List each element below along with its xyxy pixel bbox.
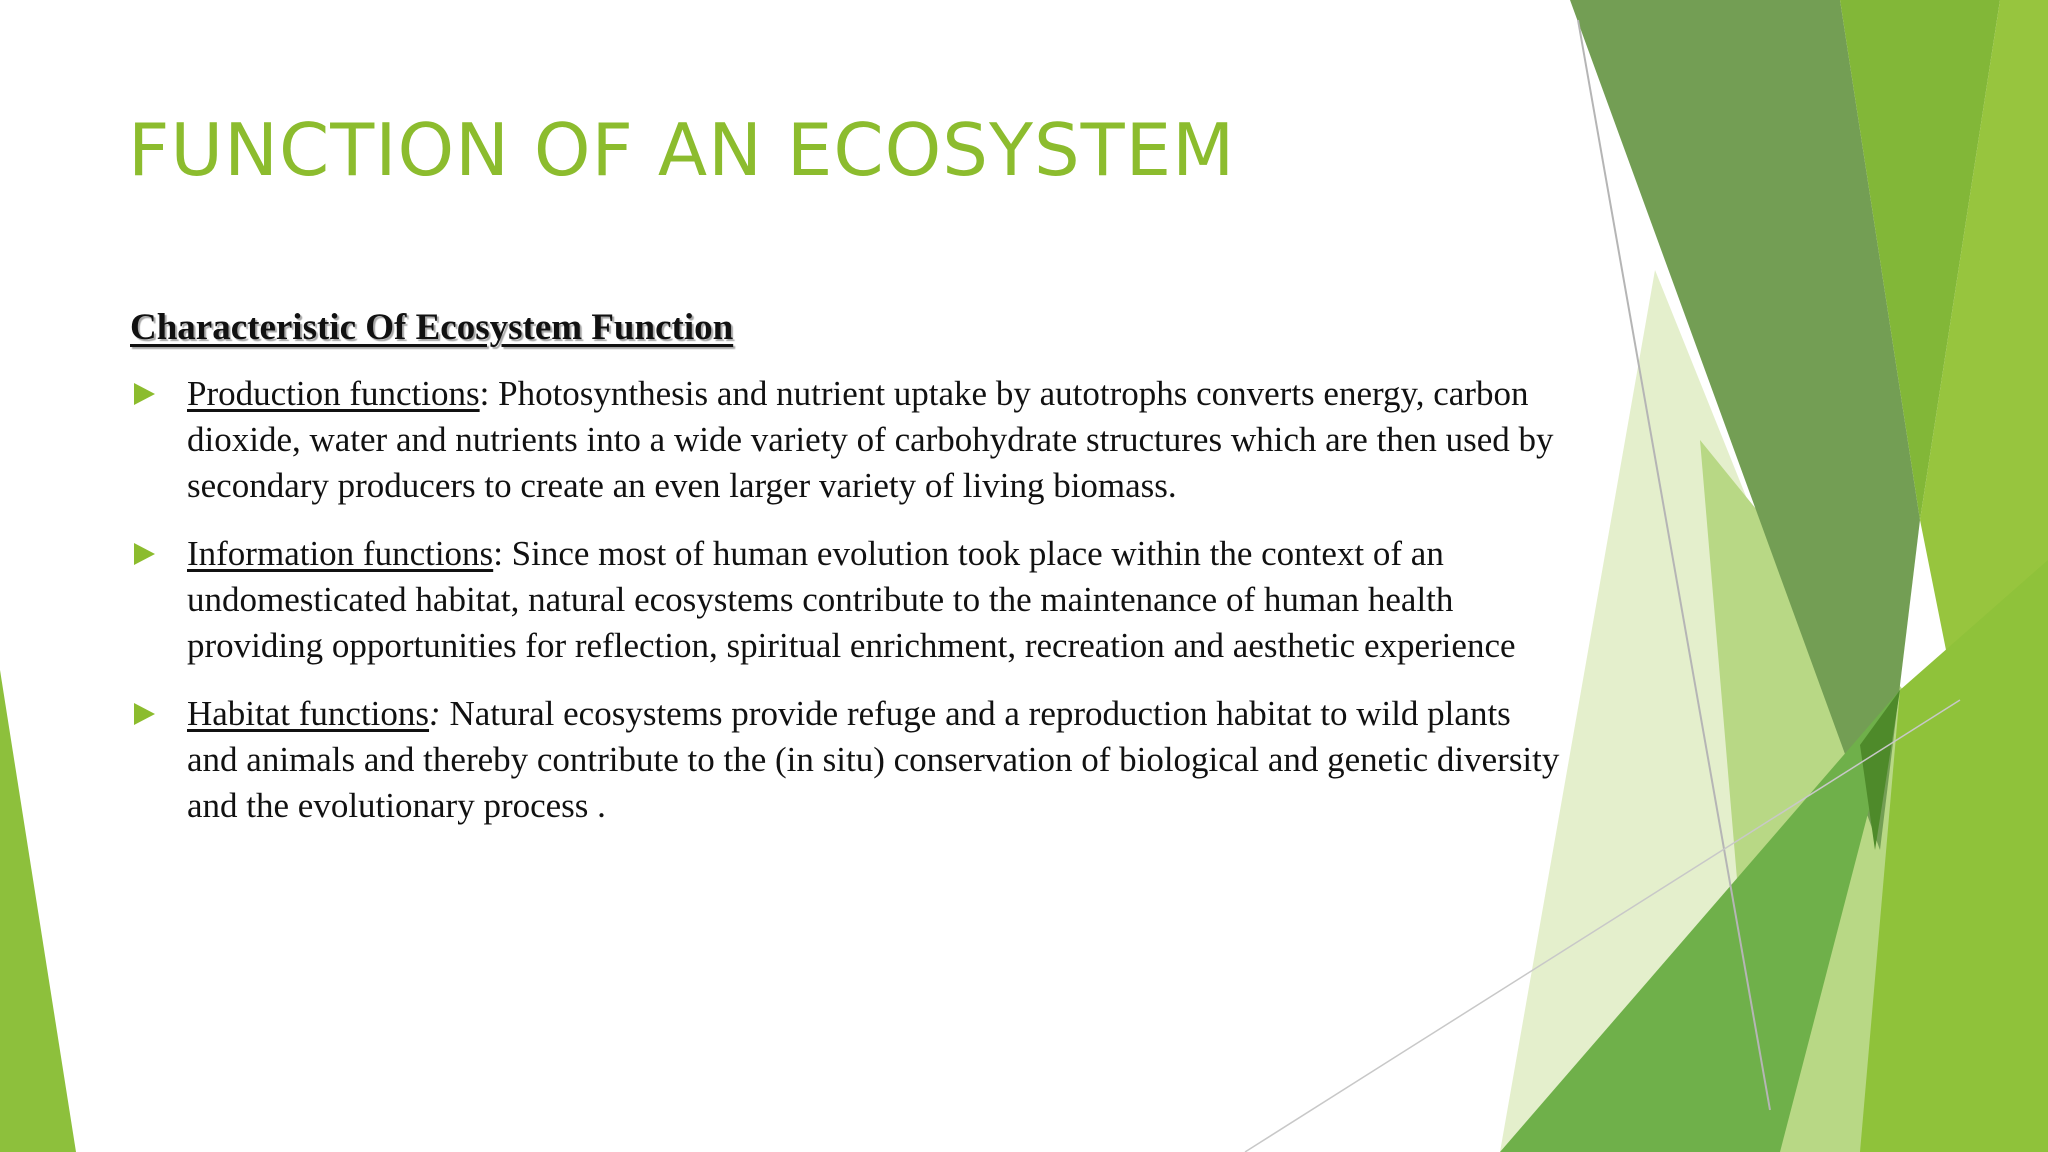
- bullet-information-functions: [130, 531, 1560, 669]
- left-green-shape: [0, 670, 76, 1152]
- bullet-term: Information functions: [187, 534, 494, 573]
- bullet-text: Natural ecosystems provide refuge and a reproduction habitat to wild plants and animals and thereby contribute to the (in situ) conservation of biological and genetic diversity and the evolutionary process .: [187, 694, 1560, 825]
- bullet-production-functions: [130, 371, 1560, 509]
- bullet-term: Production functions: [187, 374, 480, 413]
- triangle-right-icon: [134, 543, 155, 565]
- triangle-right-icon: [134, 383, 155, 405]
- bullet-term: Habitat functions: [187, 694, 430, 733]
- bullet-list: [130, 371, 1560, 829]
- slide-content: [130, 306, 1560, 851]
- bullet-habitat-functions: [130, 691, 1560, 829]
- triangle-right-icon: [134, 703, 155, 725]
- section-subheading: Characteristic Of Ecosystem Function: [130, 307, 734, 348]
- bullet-text: Since most of human evolution took place within the context of an undomesticated habitat, natural ecosystems contribute to the maintenance of human health providing opportunities for reflection, spiritual enrichment, recreation and aesthetic experience: [187, 534, 1516, 665]
- bullet-separator: :: [479, 374, 490, 413]
- slide-title: FUNCTION OF AN ECOSYSTEM: [128, 108, 1236, 192]
- bullet-text: Photosynthesis and nutrient uptake by autotrophs converts energy, carbon dioxide, water and nutrients into a wide variety of carbohydrate structures which are then used by secondary producers to create an even larger variety of living biomass.: [187, 374, 1554, 505]
- bullet-separator: :: [493, 534, 503, 573]
- bullet-separator: :: [429, 694, 441, 733]
